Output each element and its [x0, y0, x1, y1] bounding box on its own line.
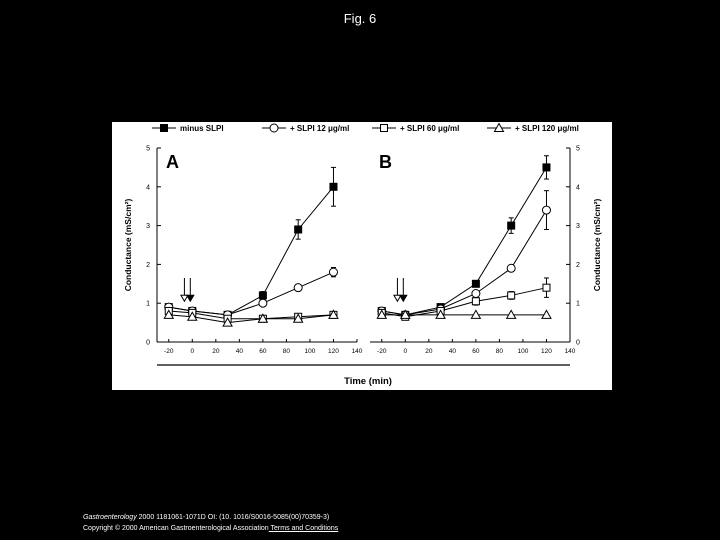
- legend-label: + SLPI 60 μg/ml: [400, 124, 460, 133]
- y-tick-label: 1: [146, 300, 150, 308]
- panel-A: [157, 148, 357, 342]
- x-tick-label: 60: [472, 348, 480, 355]
- y-tick-label: 3: [576, 223, 580, 231]
- data-point: [508, 222, 515, 229]
- x-tick-label: -20: [377, 348, 387, 355]
- y-tick-label: 5: [146, 145, 150, 153]
- x-tick-label: 20: [212, 348, 220, 355]
- legend-marker: [161, 125, 168, 132]
- x-tick-label: 80: [282, 348, 291, 355]
- y-axis-label: Conductance (mS/cm²): [123, 198, 133, 292]
- series-line: [382, 210, 547, 315]
- y-tick-label: 4: [576, 184, 580, 192]
- panel-label: B: [379, 152, 392, 172]
- y-tick-label: 3: [146, 223, 150, 231]
- y-tick-label: 2: [576, 261, 580, 269]
- legend-marker: [270, 124, 278, 132]
- figure-panel: [112, 122, 612, 390]
- panel-B: [370, 148, 570, 342]
- x-tick-label: 40: [235, 348, 243, 355]
- legend-label: + SLPI 12 μg/ml: [290, 124, 350, 133]
- copyright-text: Copyright © 2000 American Gastroenterological Association: [83, 525, 269, 532]
- footer: [83, 512, 338, 534]
- x-tick-label: 140: [351, 348, 363, 355]
- data-point: [329, 268, 337, 276]
- x-tick-label: -20: [164, 348, 174, 355]
- arrow-head: [400, 295, 407, 301]
- series: [382, 156, 549, 315]
- x-axis-label: Time (min): [344, 376, 392, 387]
- x-tick-label: 120: [328, 348, 339, 355]
- x-tick-label: 100: [304, 348, 316, 355]
- arrow-head: [187, 295, 194, 301]
- x-tick-label: 140: [564, 348, 576, 355]
- data-point: [542, 206, 550, 214]
- data-point: [294, 284, 302, 292]
- y-tick-label: 0: [576, 339, 580, 347]
- data-point: [508, 292, 515, 299]
- x-tick-label: 80: [495, 348, 504, 355]
- y-tick-label: 2: [146, 261, 150, 269]
- citation-line: [83, 512, 338, 523]
- terms-link[interactable]: Terms and Conditions: [268, 525, 339, 532]
- data-point: [543, 164, 550, 171]
- x-tick-label: 20: [425, 348, 433, 355]
- panel-label: A: [166, 152, 179, 172]
- copyright-line: [83, 523, 338, 534]
- y-axis-label: Conductance (mS/cm²): [592, 198, 602, 292]
- series: [169, 167, 336, 314]
- x-tick-label: 0: [403, 348, 408, 355]
- chart-svg: [112, 122, 612, 390]
- data-point: [472, 280, 479, 287]
- data-point: [259, 299, 267, 307]
- y-tick-label: 1: [576, 300, 580, 308]
- legend-label: minus SLPI: [180, 124, 224, 133]
- y-tick-label: 5: [576, 145, 580, 153]
- y-tick-label: 4: [146, 184, 150, 192]
- journal-name: Gastroenterology: [83, 514, 137, 521]
- citation-text: 2000 1181061-1071D OI: (10. 1016/S0016-5085(00)70359-3): [136, 514, 330, 521]
- x-tick-label: 100: [517, 348, 529, 355]
- page-title: Fig. 6: [343, 11, 377, 26]
- data-point: [330, 183, 337, 190]
- x-tick-label: 120: [541, 348, 552, 355]
- legend-label: + SLPI 120 μg/ml: [515, 124, 579, 133]
- data-point: [472, 290, 480, 298]
- legend-marker: [381, 125, 388, 132]
- y-tick-label: 0: [146, 339, 150, 347]
- x-tick-label: 0: [190, 348, 195, 355]
- x-tick-label: 60: [259, 348, 267, 355]
- data-point: [543, 284, 550, 291]
- x-tick-label: 40: [448, 348, 456, 355]
- data-point: [472, 298, 479, 305]
- data-point: [507, 264, 515, 272]
- data-point: [295, 226, 302, 233]
- series: [382, 191, 549, 315]
- data-point: [259, 292, 266, 299]
